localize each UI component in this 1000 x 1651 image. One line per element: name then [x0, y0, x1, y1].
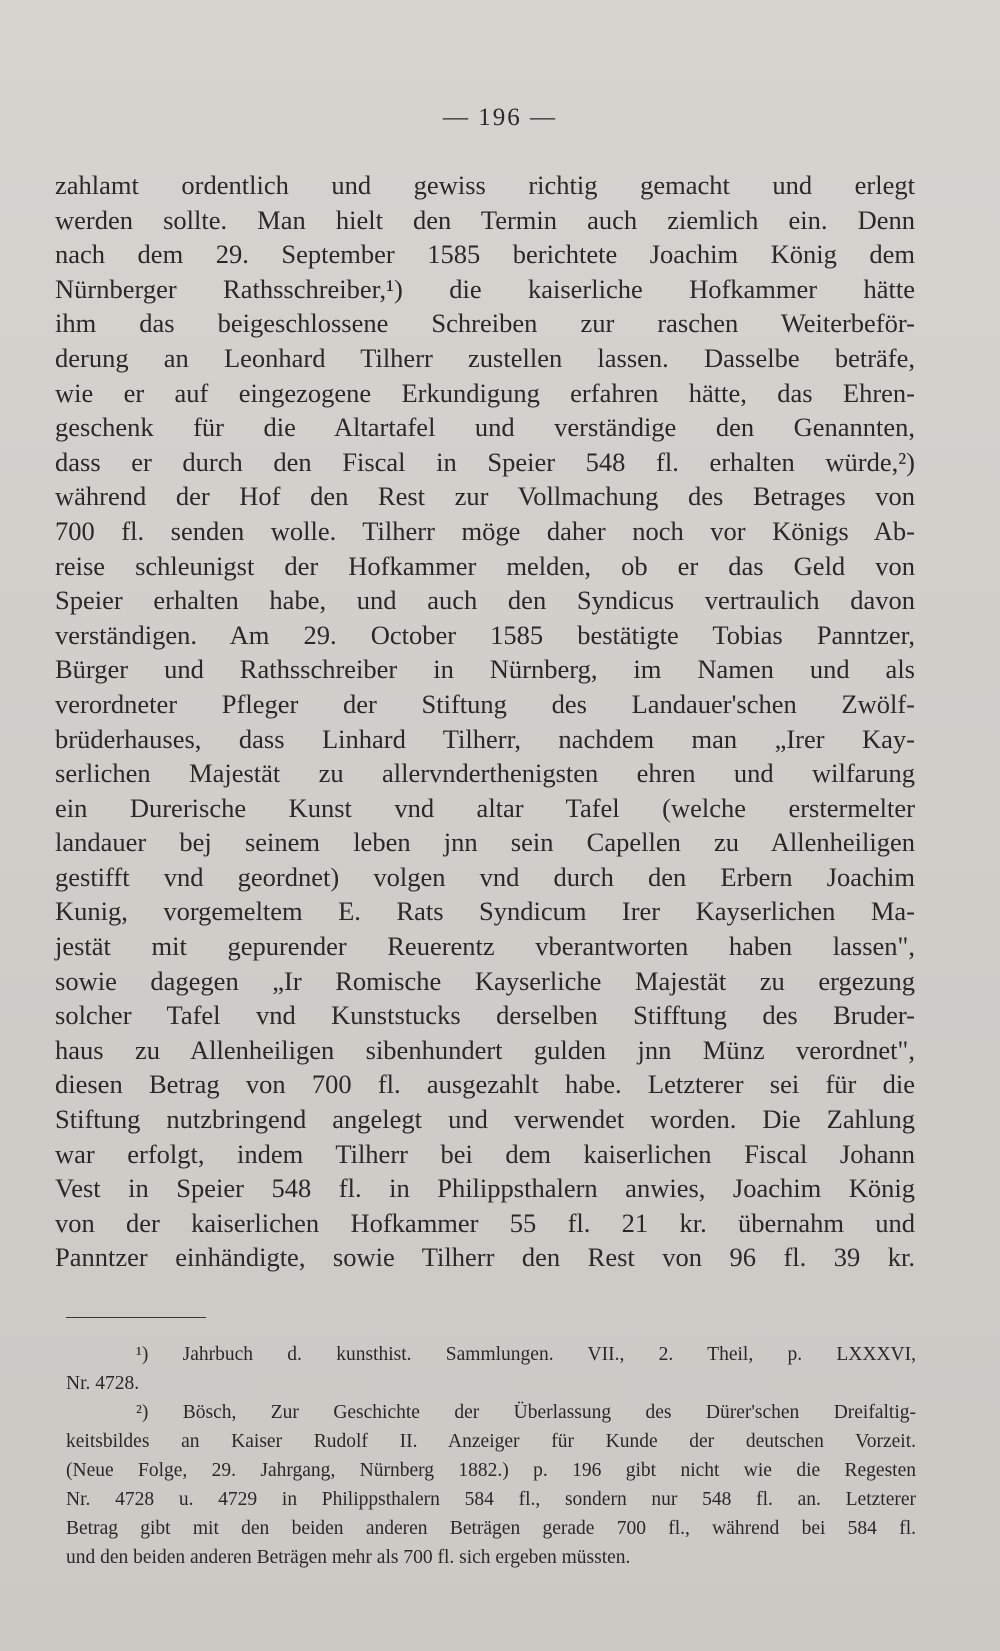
body-line: nach dem 29. September 1585 berichtete Joachim König dem — [55, 239, 915, 270]
footnote-line: ²) Bösch, Zur Geschichte der Überlassung des Dürer'schen Dreifaltig- — [136, 1402, 916, 1423]
body-line: wie er auf eingezogene Erkundigung erfahren hätte, das Ehren- — [55, 377, 915, 408]
footnote-line: und den beiden anderen Beträgen mehr als 700 fl. sich ergeben müssten. — [66, 1547, 631, 1568]
body-line: geschenk für die Altartafel und verständige den Genannten, — [55, 412, 915, 443]
body-text — [55, 168, 915, 1275]
body-line: Nürnberger Rathsschreiber,¹) die kaiserliche Hofkammer hätte — [55, 273, 915, 304]
body-line: Panntzer einhändigte, sowie Tilherr den Rest von 96 fl. 39 kr. — [55, 1242, 915, 1273]
body-line: serlichen Majestät zu allervnderthenigsten ehren und wilfarung — [55, 758, 915, 789]
body-line: verständigen. Am 29. October 1585 bestätigte Tobias Panntzer, — [55, 619, 915, 650]
body-line: haus zu Allenheiligen sibenhundert gulden jnn Münz verordnet", — [55, 1034, 915, 1065]
body-line: Stiftung nutzbringend angelegt und verwendet worden. Die Zahlung — [55, 1104, 915, 1135]
body-line: dass er durch den Fiscal in Speier 548 fl. erhalten würde,²) — [55, 446, 915, 477]
body-line: derung an Leonhard Tilherr zustellen lassen. Dasselbe beträfe, — [55, 342, 915, 373]
footnote-line: Betrag gibt mit den beiden anderen Beträgen gerade 700 fl., während bei 584 fl. — [66, 1518, 916, 1539]
footnote-line: ¹) Jahrbuch d. kunsthist. Sammlungen. VII., 2. Theil, p. LXXXVI, — [136, 1344, 916, 1365]
body-line: brüderhauses, dass Linhard Tilherr, nachdem man „Irer Kay- — [55, 723, 915, 754]
footnote-line: keitsbildes an Kaiser Rudolf II. Anzeiger für Kunde der deutschen Vorzeit. — [66, 1431, 916, 1452]
body-line: solcher Tafel vnd Kunststucks derselben Stifftung des Bruder- — [55, 1000, 915, 1031]
body-line: ein Durerische Kunst vnd altar Tafel (welche erstermelter — [55, 792, 915, 823]
body-line: Bürger und Rathsschreiber in Nürnberg, im Namen und als — [55, 654, 915, 685]
body-line: diesen Betrag von 700 fl. ausgezahlt habe. Letzterer sei für die — [55, 1069, 915, 1100]
body-line: von der kaiserlichen Hofkammer 55 fl. 21 kr. übernahm und — [55, 1207, 915, 1238]
body-line: ihm das beigeschlossene Schreiben zur raschen Weiterbeför- — [55, 308, 915, 339]
footnotes — [66, 1340, 916, 1572]
body-line: landauer bej seinem leben jnn sein Capellen zu Allenheiligen — [55, 827, 915, 858]
footnote-line: Nr. 4728 u. 4729 in Philippsthalern 584 fl., sondern nur 548 fl. an. Letzterer — [66, 1489, 916, 1510]
body-line: war erfolgt, indem Tilherr bei dem kaiserlichen Fiscal Johann — [55, 1138, 915, 1169]
body-line: sowie dagegen „Ir Romische Kayserliche Majestät zu ergezung — [55, 965, 915, 996]
footnote-divider — [66, 1317, 206, 1318]
body-line: gestifft vnd geordnet) volgen vnd durch den Erbern Joachim — [55, 861, 915, 892]
body-line: während der Hof den Rest zur Vollmachung des Betrages von — [55, 481, 915, 512]
footnote-line: Nr. 4728. — [66, 1373, 140, 1394]
body-line: 700 fl. senden wolle. Tilherr möge daher noch vor Königs Ab- — [55, 515, 915, 546]
body-line: Speier erhalten habe, und auch den Syndicus vertraulich davon — [55, 585, 915, 616]
body-line: reise schleunigst der Hofkammer melden, ob er das Geld von — [55, 550, 915, 581]
page-number: — 196 — — [443, 104, 557, 131]
body-line: verordneter Pfleger der Stiftung des Landauer'schen Zwölf- — [55, 688, 915, 719]
body-line: Kunig, vorgemeltem E. Rats Syndicum Irer Kayserlichen Ma- — [55, 896, 915, 927]
footnote-line: (Neue Folge, 29. Jahrgang, Nürnberg 1882.) p. 196 gibt nicht wie die Regesten — [66, 1460, 916, 1481]
body-line: jestät mit gepurender Reuerentz vberantworten haben lassen", — [55, 931, 915, 962]
body-line: zahlamt ordentlich und gewiss richtig gemacht und erlegt — [55, 170, 915, 200]
body-line: werden sollte. Man hielt den Termin auch ziemlich ein. Denn — [55, 204, 915, 235]
body-line: Vest in Speier 548 fl. in Philippsthalern anwies, Joachim König — [55, 1173, 915, 1204]
